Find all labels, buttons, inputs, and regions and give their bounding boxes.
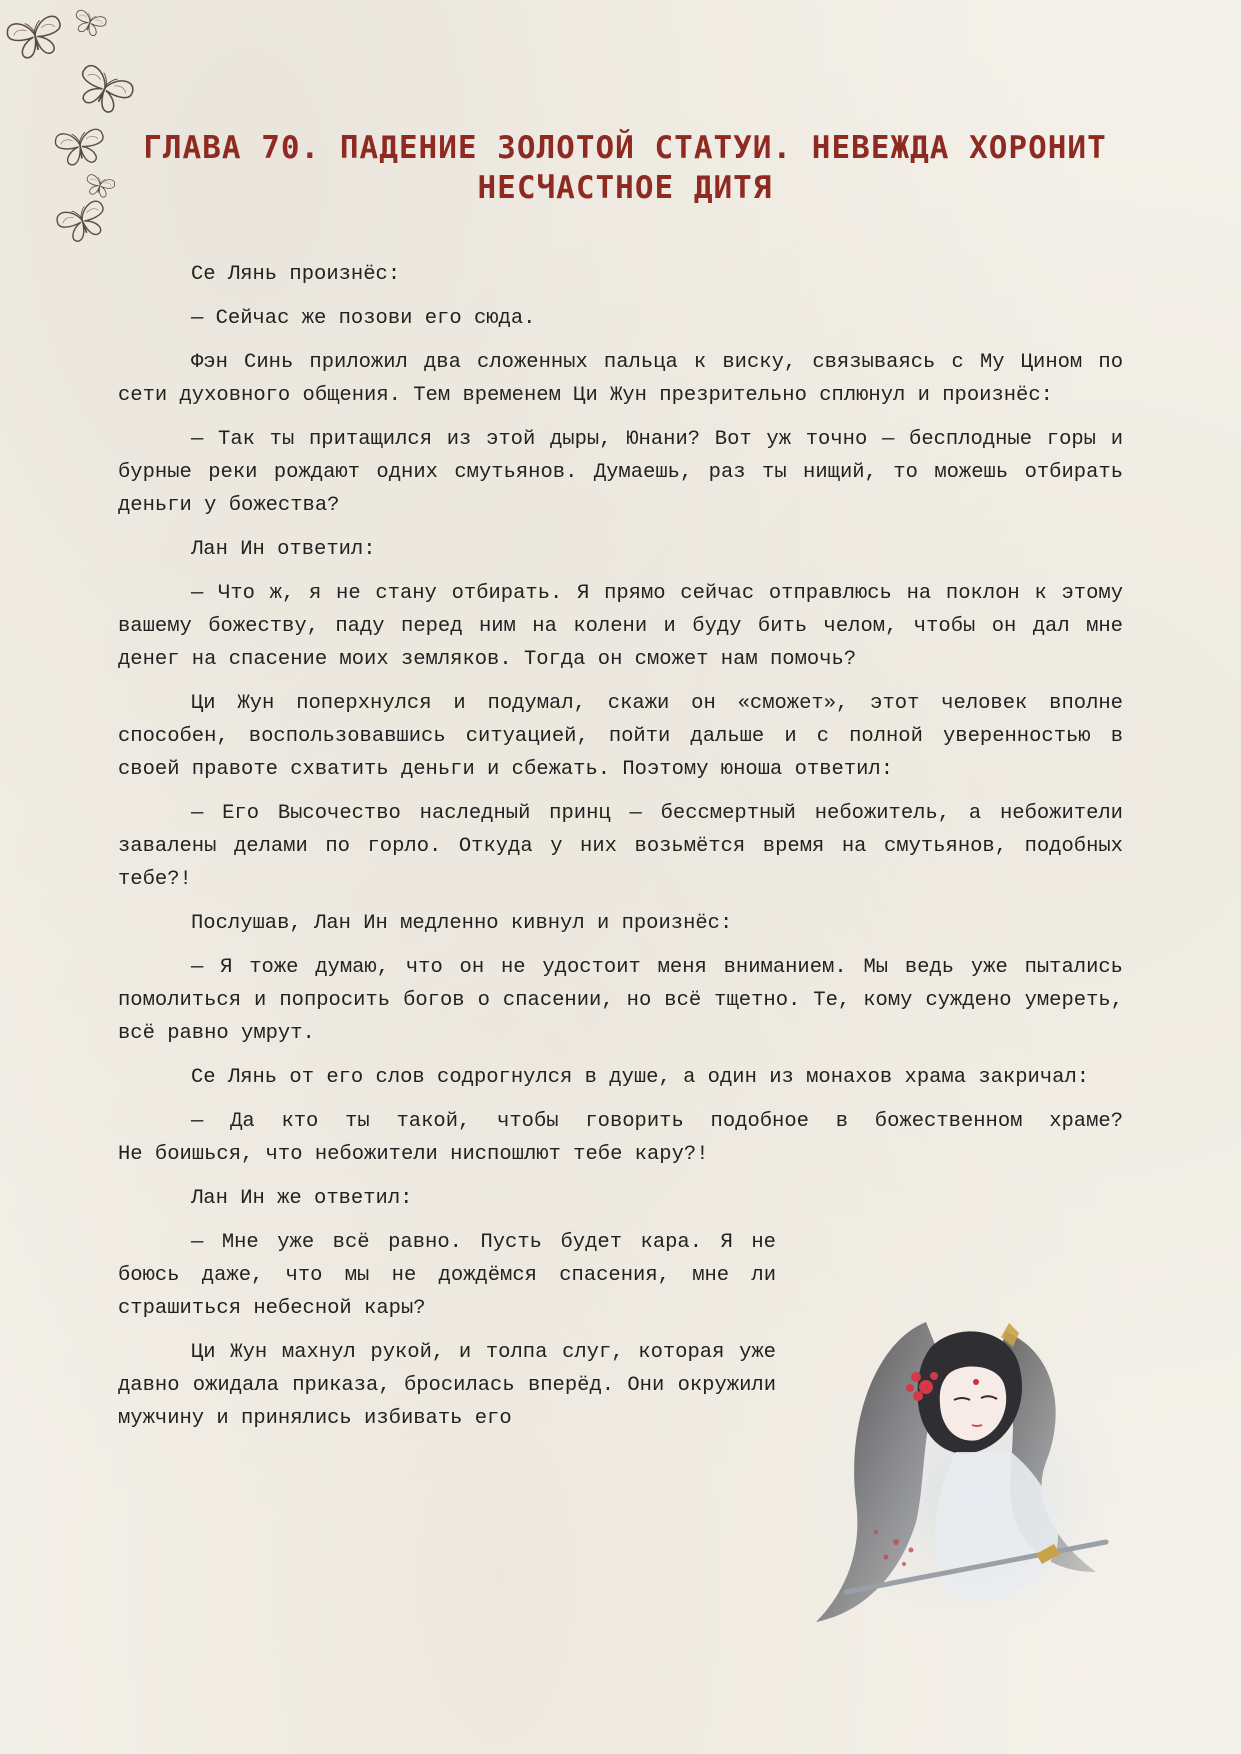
body-text [118,258,1123,1446]
paragraph: — Сейчас же позови его сюда. [191,307,536,330]
paragraph-wrap-first: — Да кто ты такой, чтобы говорить подобное в божественном храме? [191,1110,1123,1133]
paragraph: Ци Жун махнул рукой, и толпа слуг, которая уже давно ожидала приказа, бросилась вперёд. Они окружили мужчину и принялись избивать его [118,1341,776,1430]
paragraph: Ци Жун поперхнулся и подумал, скажи он «сможет», этот человек вполне способен, воспользовавшись ситуацией, пойти дальше и с полной уверенностью в своей правоте схватить деньги и сбежать. Поэтому юноша ответил: [118,692,1123,781]
butterfly-decoration [0,0,150,260]
paragraph: Се Лянь от его слов содрогнулся в душе, а один из монахов храма закричал: [191,1066,1090,1089]
butterfly-icon [6,15,66,61]
paragraph: Лан Ин ответил: [191,538,376,561]
paragraph-wrap [118,1105,1123,1171]
butterfly-icon [54,128,106,167]
butterfly-icon [72,9,108,38]
paragraph: Лан Ин же ответил: [191,1187,413,1210]
paragraph-wrap-rest: Не боишься, что небожители ниспошлют тебе кару?! [118,1143,709,1166]
butterfly-icon [72,63,136,118]
butterfly-icon [55,199,111,246]
paragraph: Фэн Синь приложил два сложенных пальца к виску, связываясь с Му Цином по сети духовного общения. Тем временем Ци Жун презрительно сплюнул и произнёс: [118,351,1123,407]
paragraph: Послушав, Лан Ин медленно кивнул и произнёс: [191,912,733,935]
chapter-title: ГЛАВА 70. ПАДЕНИЕ ЗОЛОТОЙ СТАТУИ. НЕВЕЖДА ХОРОНИТ НЕСЧАСТНОЕ ДИТЯ [143,130,1107,206]
paragraph: — Так ты притащился из этой дыры, Юнани? Вот уж точно — бесплодные горы и бурные реки рождают одних смутьянов. Думаешь, раз ты нищий, то можешь отбирать деньги у божества? [118,428,1123,517]
butterfly-icon [84,174,116,200]
paragraph: — Его Высочество наследный принц — бессмертный небожитель, а небожители завалены делами по горло. Откуда у них возьмётся время на смутьянов, подобных тебе?! [118,802,1123,891]
paragraph: Се Лянь произнёс: [191,263,401,286]
paragraph: — Я тоже думаю, что он не удостоит меня вниманием. Мы ведь уже пытались помолиться и попросить богов о спасении, но всё тщетно. Те, кому суждено умереть, всё равно умрут. [118,956,1123,1045]
paragraph: — Что ж, я не стану отбирать. Я прямо сейчас отправлюсь на поклон к этому вашему божеству, паду перед ним на колени и буду бить челом, чтобы он дал мне денег на спасение моих земляков. Тогда он сможет нам помочь? [118,582,1123,671]
paragraph: — Мне уже всё равно. Пусть будет кара. Я не боюсь даже, что мы не дождёмся спасения, мне ли страшиться небесной кары? [118,1231,776,1320]
illustration-figure [806,1292,1142,1632]
